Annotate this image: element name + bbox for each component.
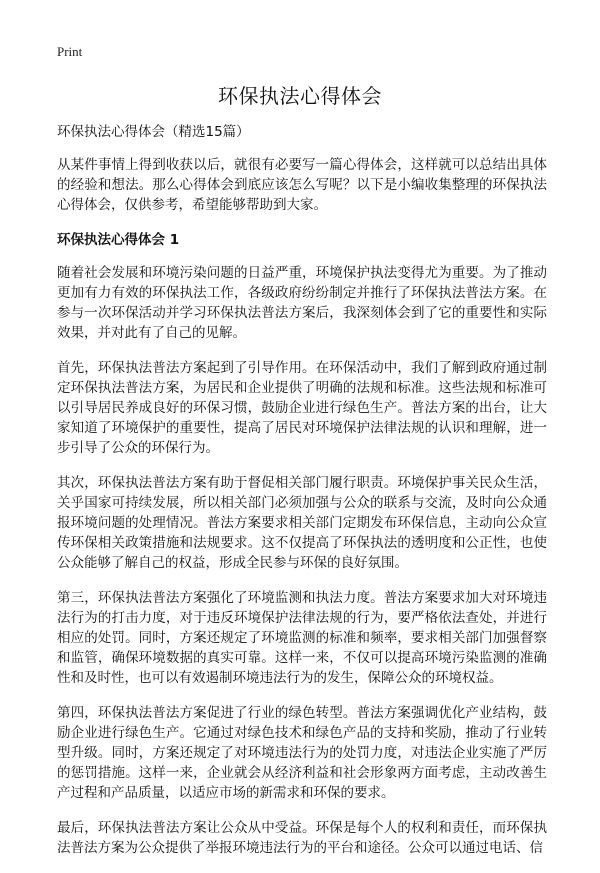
body-paragraph-2: 首先，环保执法普法方案起到了引导作用。在环保活动中，我们了解到政府通过制定环保执法普法方案，为居民和企业提供了明确的法规和标准。这些法规和标准可以引导居民养成良好的环保习惯，鼓励企业进行绿色生产。普法方案的出台，让大家知道了环境保护的重要性，提高了居民对环境保护法律法规的认识和理解，进一步引导了公众的环保行为。 xyxy=(57,360,547,456)
document-body xyxy=(57,122,547,873)
print-label: Print xyxy=(57,44,83,59)
body-paragraph-1: 随着社会发展和环境污染问题的日益严重，环境保护执法变得尤为重要。为了推动更加有力有效的环保执法工作，各级政府纷纷制定并推行了环保执法普法方案。在参与一次环保活动并学习环保执法普法方案后，我深刻体会到了它的重要性和实际效果，并对此有了自己的见解。 xyxy=(57,265,547,341)
document-subtitle: 环保执法心得体会（精选15篇） xyxy=(57,124,250,140)
body-paragraph-5: 第四，环保执法普法方案促进了行业的绿色转型。普法方案强调优化产业结构，鼓励企业进行绿色生产。它通过对绿色技术和绿色产品的支持和奖励，推动了行业转型升级。同时，方案还规定了对环境违法行为的处罚力度，对违法企业实施了严厉的惩罚措施。这样一来，企业就会从经济利益和社会形象两方面考虑，主动改善生产过程和产品质量，以适应市场的新需求和环保的要求。 xyxy=(57,705,547,801)
body-paragraph-4: 第三，环保执法普法方案强化了环境监测和执法力度。普法方案要求加大对环境违法行为的打击力度，对于违反环境保护法律法规的行为，要严格依法查处，并进行相应的处罚。同时，方案还规定了环境监测的标准和频率，要求相关部门加强督察和监管，确保环境数据的真实可靠。这样一来，不仅可以提高环境污染监测的准确性和及时性，也可以有效遏制环境违法行为的发生，保障公众的环境权益。 xyxy=(57,590,547,686)
section-heading: 环保执法心得体会 1 xyxy=(57,232,180,248)
intro-paragraph: 从某件事情上得到收获以后，就很有必要写一篇心得体会，这样就可以总结出具体的经验和想法。那么心得体会到底应该怎么写呢？以下是小编收集整理的环保执法心得体会，仅供参考，希望能够帮助到大家。 xyxy=(57,157,547,213)
body-paragraph-3: 其次，环保执法普法方案有助于督促相关部门履行职责。环境保护事关民众生活，关乎国家可持续发展，所以相关部门必须加强与公众的联系与交流，及时向公众通报环境问题的处理情况。普法方案要求相关部门定期发布环保信息，主动向公众宣传环保相关政策措施和法规要求。这不仅提高了环保执法的透明度和公正性，也使公众能够了解自己的权益，形成全民参与环保的良好氛围。 xyxy=(57,475,547,571)
page-title: 环保执法心得体会 xyxy=(218,84,382,108)
body-paragraph-6: 最后，环保执法普法方案让公众从中受益。环保是每个人的权利和责任，而环保执法普法方案为公众提供了举报环境违法行为的平台和途径。公众可以通过电话、信 xyxy=(57,820,547,856)
